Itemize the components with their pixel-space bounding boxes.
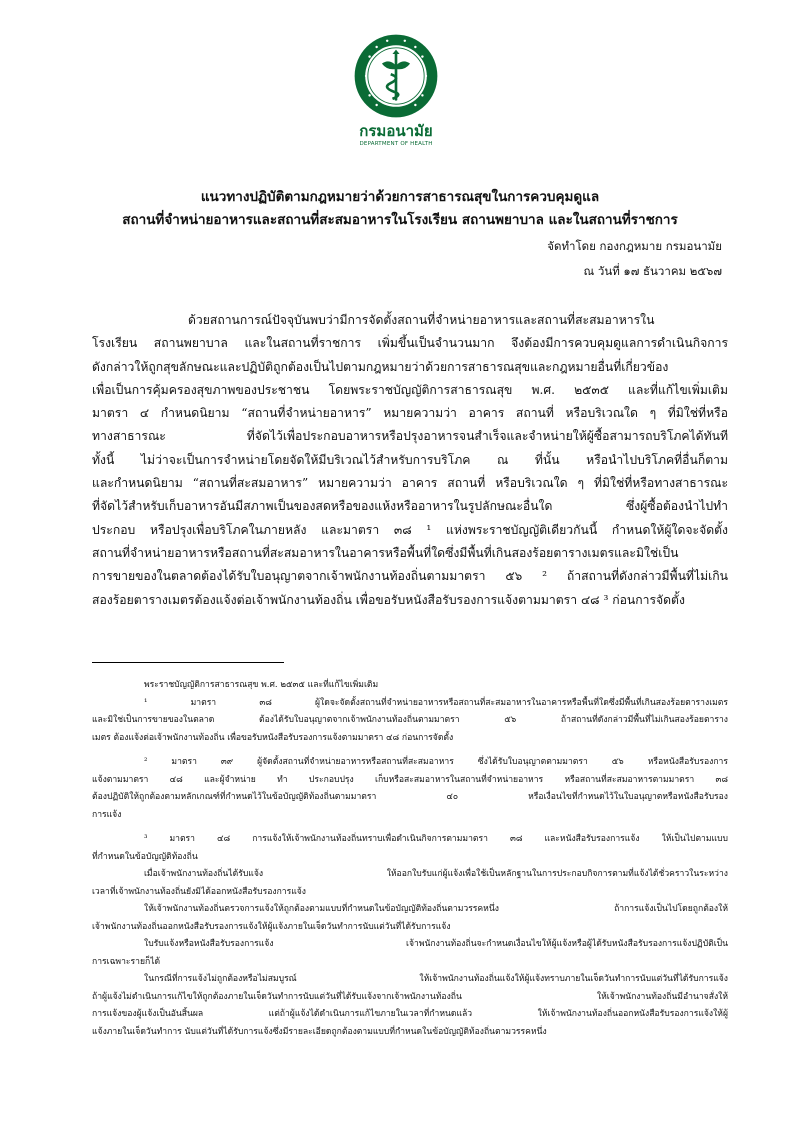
department-logo (350, 32, 442, 148)
prepared-by: จัดทำโดย กองกฎหมาย กรมอนามัย (547, 239, 722, 253)
body-paragraph (92, 309, 728, 612)
department-name-english: DEPARTMENT OF HEALTH (359, 141, 433, 147)
footnote-1-line: และมิใช่เป็นการขายของในตลาด ต้องได้รับใบอนุญาตจากเจ้าพนักงานท้องถิ่นตามมาตรา ๕๖ ถ้าสถานที่ดังกล่าวมีพื้นที่ไม่เกินสองร้อยตาราง (92, 715, 728, 725)
footnote-paragraph-line: ในกรณีที่การแจ้งไม่ถูกต้องหรือไม่สมบูรณ์ ให้เจ้าพนักงานท้องถิ่นแจ้งให้ผู้แจ้งทราบภายในเจ็ดวันทำการนับแต่วันที่ได้รับการแจ้ง (144, 974, 728, 984)
footnote-2-line: การแจ้ง (92, 809, 122, 820)
body-line: ที่จัดไว้สำหรับเก็บอาหารอันมีสภาพเป็นของสดหรือของแห้งหรืออาหารในรูปลักษณะอื่นใด ซึ่งผู้ซื้อต้องนำไปทำ (92, 499, 728, 514)
ministry-seal-icon (352, 32, 440, 120)
footnote-paragraph-line: เวลาที่เจ้าพนักงานท้องถิ่นยังมิได้ออกหนังสือรับรองการแจ้ง (92, 886, 306, 897)
body-line: สองร้อยตารางเมตรต้องแจ้งต่อเจ้าพนักงานท้องถิ่น เพื่อขอรับหนังสือรับรองการแจ้งตามมาตรา ๔๘ ³ ก่อนการจัดตั้ง (92, 592, 685, 607)
footnote-paragraph-line: ถ้าผู้แจ้งไม่ดำเนินการแก้ไขให้ถูกต้องภายในเจ็ดวันทำการนับแต่วันที่ได้รับแจ้งจากเจ้าพนักงานท้องถิ่น ให้เจ้าพนักงานท้องถิ่นมีอำนาจสั่งให้ (92, 991, 728, 1002)
footnote-paragraph-line: เมื่อเจ้าพนักงานท้องถิ่นได้รับแจ้ง ให้ออกใบรับแก่ผู้แจ้งเพื่อใช้เป็นหลักฐานในการประกอบกิจการตามที่แจ้งได้ชั่วคราวในระหว่าง (144, 869, 728, 879)
footnote-paragraph-line: การเฉพาะรายก็ได้ (92, 956, 161, 967)
body-line: มาตรา ๔ กำหนดนิยาม “สถานที่จำหน่ายอาหาร” หมายความว่า อาคาร สถานที่ หรือบริเวณใด ๆ ที่มิใช่ที่หรือ (92, 406, 728, 421)
footnote-2-line: ต้องปฏิบัติให้ถูกต้องตามหลักเกณฑ์ที่กำหนดไว้ในข้อบัญญัติท้องถิ่นตามมาตรา ๔๐ หรือเงื่อนไขที่กำหนดไว้ในใบอนุญาตหรือหนังสือรับรอง (92, 792, 728, 802)
footnotes (92, 677, 728, 1041)
body-line: โรงเรียน สถานพยาบาล และในสถานที่ราชการ เพิ่มขึ้นเป็นจำนวนมาก จึงต้องมีการควบคุมดูแลการดำเนินกิจการ (92, 336, 728, 351)
body-line: ทั้งนี้ ไม่ว่าจะเป็นการจำหน่ายโดยจัดให้มีบริเวณไว้สำหรับการบริโภค ณ ที่นั้น หรือนำไปบริโภคที่อื่นก็ตาม (92, 452, 728, 467)
document-title-line-1: แนวทางปฏิบัติตามกฎหมายว่าด้วยการสาธารณสุขในการควบคุมดูแล (200, 189, 600, 205)
footnote-heading: พระราชบัญญัติการสาธารณสุข พ.ศ. ๒๕๓๕ และที่แก้ไขเพิ่มเติม (144, 680, 379, 690)
footnote-1-line: ¹ มาตรา ๓๘ ผู้ใดจะจัดตั้งสถานที่จำหน่ายอาหารหรือสถานที่สะสมอาหารในอาคารหรือพื้นที่ใดซึ่งมีพื้นที่เกินสองร้อยตารางเมตร (144, 697, 728, 708)
body-line: ดังกล่าวให้ถูกสุขลักษณะและปฏิบัติถูกต้องเป็นไปตามกฎหมายว่าด้วยการสาธารณสุขและกฎหมายอื่นที่เกี่ยวข้อง (92, 359, 669, 374)
footnote-2-line: ² มาตรา ๓๙ ผู้จัดตั้งสถานที่จำหน่ายอาหารหรือสถานที่สะสมอาหาร ซึ่งได้รับใบอนุญาตตามมาตรา ๕๖ หรือหนังสือรับรองการ (144, 757, 728, 767)
body-line: เพื่อเป็นการคุ้มครองสุขภาพของประชาชน โดยพระราชบัญญัติการสาธารณสุข พ.ศ. ๒๕๓๕ และที่แก้ไขเพิ่มเติม (92, 382, 728, 397)
body-line: ประกอบ หรือปรุงเพื่อบริโภคในภายหลัง และมาตรา ๓๘ ¹ แห่งพระราชบัญญัติเดียวกันนี้ กำหนดให้ผู้ใดจะจัดตั้ง (92, 522, 728, 537)
document-date: ณ วันที่ ๑๗ ธันวาคม ๒๕๖๗ (583, 264, 722, 278)
footnote-3-line: ³ มาตรา ๔๘ การแจ้งให้เจ้าพนักงานท้องถิ่นทราบเพื่อดำเนินกิจการตามมาตรา ๓๘ และหนังสือรับรองการแจ้ง ให้เป็นไปตามแบบ (144, 834, 728, 844)
body-line: ทางสาธารณะ ที่จัดไว้เพื่อประกอบอาหารหรือปรุงอาหารจนสำเร็จและจำหน่ายให้ผู้ซื้อสามารถบริโภคได้ทันที (92, 429, 728, 444)
body-line: และกำหนดนิยาม “สถานที่สะสมอาหาร” หมายความว่า อาคาร สถานที่ หรือบริเวณใด ๆ ที่มิใช่ที่หรือทางสาธารณะ (92, 476, 728, 491)
footnote-1-line: เมตร ต้องแจ้งต่อเจ้าพนักงานท้องถิ่น เพื่อขอรับหนังสือรับรองการแจ้งตามมาตรา ๔๘ ก่อนการจัดตั้ง (92, 732, 454, 743)
footnote-paragraph-line: เจ้าพนักงานท้องถิ่นออกหนังสือรับรองการแจ้งให้ผู้แจ้งภายในเจ็ดวันทำการนับแต่วันที่ได้รับการแจ้ง (92, 921, 451, 932)
footnote-paragraph-line: ให้เจ้าพนักงานท้องถิ่นตรวจการแจ้งให้ถูกต้องตามแบบที่กำหนดในข้อบัญญัติท้องถิ่นตามวรรคหนึ่ง ถ้าการแจ้งเป็นไปโดยถูกต้องให้ (144, 904, 728, 914)
department-name-thai: กรมอนามัย (359, 122, 433, 140)
footnote-paragraph-line: การแจ้งของผู้แจ้งเป็นอันสิ้นผล แต่ถ้าผู้แจ้งได้ดำเนินการแก้ไขภายในเวลาที่กำหนดแล้ว ให้เจ้าพนักงานท้องถิ่นออกหนังสือรับรองการแจ้งให้ผู้ (92, 1009, 728, 1019)
footnote-divider (92, 662, 284, 663)
footnote-paragraph-line: แจ้งภายในเจ็ดวันทำการ นับแต่วันที่ได้รับการแจ้งซึ่งมีรายละเอียดถูกต้องตามแบบที่กำหนดในข้อบัญญัติท้องถิ่นตามวรรคหนึ่ง (92, 1026, 547, 1037)
document-title-line-2: สถานที่จำหน่ายอาหารและสถานที่สะสมอาหารในโรงเรียน สถานพยาบาล และในสถานที่ราชการ (122, 212, 678, 228)
body-line: ด้วยสถานการณ์ปัจจุบันพบว่ามีการจัดตั้งสถานที่จำหน่ายอาหารและสถานที่สะสมอาหารใน (188, 313, 655, 327)
body-line: สถานที่จำหน่ายอาหารหรือสถานที่สะสมอาหารในอาคารหรือพื้นที่ใดซึ่งมีพื้นที่เกินสองร้อยตารางเมตรและมิใช่เป็น (92, 545, 679, 560)
body-line: การขายของในตลาดต้องได้รับใบอนุญาตจากเจ้าพนักงานท้องถิ่นตามมาตรา ๕๖ ² ถ้าสถานที่ดังกล่าวมีพื้นที่ไม่เกิน (92, 569, 728, 584)
footnote-paragraph-line: ใบรับแจ้งหรือหนังสือรับรองการแจ้ง เจ้าพนักงานท้องถิ่นจะกำหนดเงื่อนไขให้ผู้แจ้งหรือผู้ได้รับหนังสือรับรองการแจ้งปฏิบัติเป็น (144, 939, 728, 949)
footnote-3-line: ที่กำหนดในข้อบัญญัติท้องถิ่น (92, 851, 198, 862)
footnote-2-line: แจ้งตามมาตรา ๔๘ และผู้จำหน่าย ทำ ประกอบปรุง เก็บหรือสะสมอาหารในสถานที่จำหน่ายอาหาร หรือสถานที่สะสมอาหารตามมาตรา ๓๘ (92, 774, 728, 785)
